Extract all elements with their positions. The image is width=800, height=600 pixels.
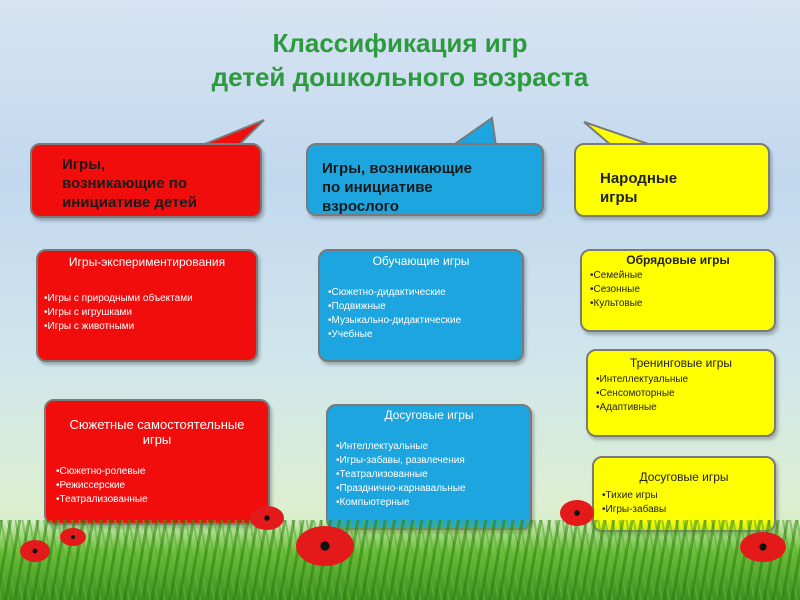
card-list (336, 440, 522, 510)
card-list (44, 292, 250, 334)
heading-adult-initiative (306, 143, 544, 216)
card-title: Досуговые игры (384, 408, 474, 422)
list-item: • Театрализованные (56, 493, 258, 507)
card-educational-games (318, 249, 524, 362)
list-item: • Сюжетно-дидактические (328, 286, 514, 300)
heading-line: инициативе детей (62, 194, 197, 211)
heading-line: по инициативе (322, 179, 433, 196)
poppy-flower (20, 540, 50, 562)
card-ritual-games (580, 249, 776, 332)
list-item: • Интеллектуальные (596, 373, 766, 387)
card-experimentation-games (36, 249, 258, 362)
list-item: • Культовые (590, 297, 766, 311)
list-item: • Компьютерные (336, 496, 522, 510)
card-title: Обучающие игры (372, 254, 470, 268)
card-title: Обрядовые игры (626, 253, 730, 267)
list-item: • Игры-забавы (602, 503, 766, 517)
list-item: • Подвижные (328, 300, 514, 314)
heading-line: взрослого (322, 198, 399, 215)
page-title-line2: детей дошкольного возраста (211, 62, 589, 92)
heading-children-initiative (30, 143, 262, 218)
list-item: • Игры-забавы, развлечения (336, 454, 522, 468)
card-list (328, 286, 514, 342)
card-list (56, 465, 258, 507)
card-title: Игры-экспериментирования (68, 255, 226, 269)
card-leisure-games-adult (326, 404, 532, 530)
list-item: • Игры с природными объектами (44, 292, 250, 306)
heading-folk-games (574, 143, 770, 217)
list-item: • Музыкально-дидактические (328, 314, 514, 328)
list-item: • Сюжетно-ролевые (56, 465, 258, 479)
poppy-flower (250, 506, 284, 530)
poppy-flower (740, 532, 786, 562)
heading-line: Народные (600, 170, 678, 187)
page-title-line1: Классификация игр (272, 28, 528, 58)
list-item: • Тихие игры (602, 489, 766, 503)
list-item: • Театрализованные (336, 468, 522, 482)
card-plot-independent-games (44, 399, 270, 525)
card-list (602, 489, 766, 517)
poppy-flower (60, 528, 86, 546)
poppy-flower (560, 500, 594, 526)
card-training-games (586, 349, 776, 437)
card-list (596, 373, 766, 415)
poppy-flower (296, 526, 354, 566)
card-title: Сюжетные самостоятельные игры (69, 417, 245, 447)
list-item: • Семейные (590, 269, 766, 283)
heading-line: Игры, возникающие (322, 160, 472, 177)
heading-line: игры (600, 189, 638, 206)
list-item: • Интеллектуальные (336, 440, 522, 454)
list-item: • Адаптивные (596, 401, 766, 415)
card-title: Досуговые игры (639, 470, 729, 484)
card-list (590, 269, 766, 311)
card-title: Тренинговые игры (629, 356, 733, 370)
list-item: • Игры с игрушками (44, 306, 250, 320)
heading-line: возникающие по (62, 175, 187, 192)
blue-callout-tail (452, 118, 496, 146)
list-item: • Игры с животными (44, 320, 250, 334)
list-item: • Учебные (328, 328, 514, 342)
list-item: • Празднично-карнавальные (336, 482, 522, 496)
grass-decoration (0, 520, 800, 600)
heading-line: Игры, (62, 156, 106, 173)
list-item: • Сенсомоторные (596, 387, 766, 401)
list-item: • Сезонные (590, 283, 766, 297)
list-item: • Режиссерские (56, 479, 258, 493)
